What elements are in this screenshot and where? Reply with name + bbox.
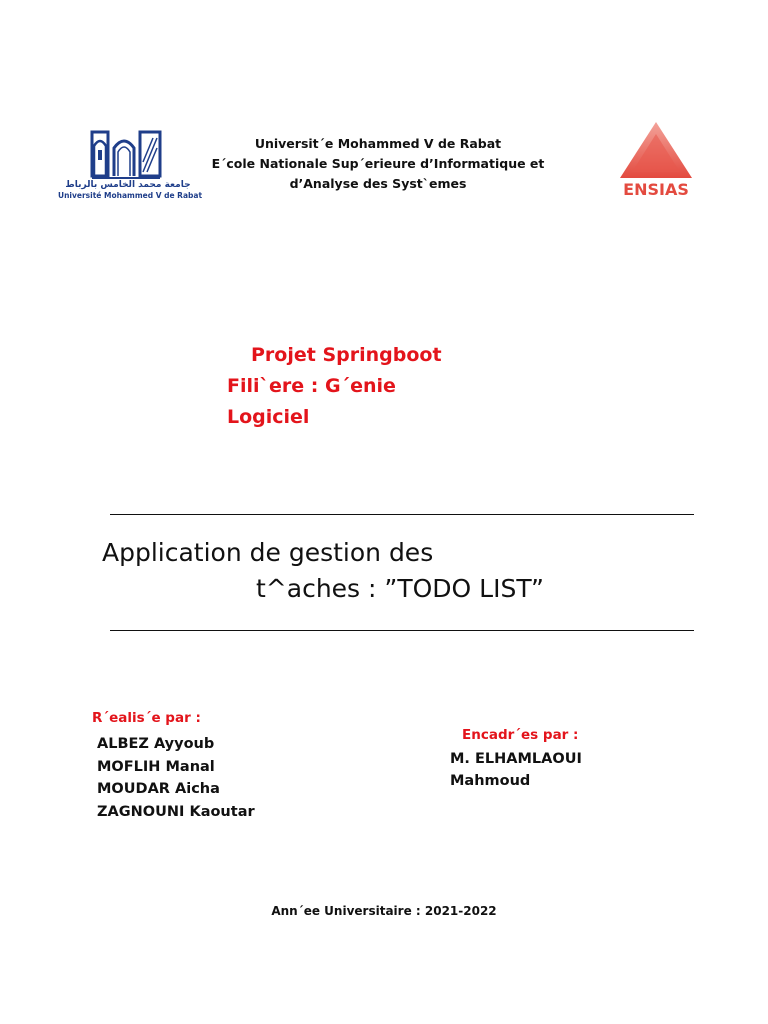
ensias-logo bbox=[606, 120, 706, 200]
author-name: ZAGNOUNI Kaoutar bbox=[97, 803, 255, 820]
university-arabic-name: جامعة محمد الخامس بالرباط bbox=[65, 180, 191, 190]
university-arch-icon bbox=[58, 126, 198, 182]
project-field-cont: Logiciel bbox=[227, 406, 310, 428]
institution-header bbox=[190, 134, 566, 194]
header-line-university: Universit´e Mohammed V de Rabat bbox=[254, 136, 502, 151]
document-title-line1: Application de gestion des bbox=[102, 538, 434, 567]
supervisor-label: Encadr´es par : bbox=[462, 727, 579, 743]
author-name: MOFLIH Manal bbox=[97, 758, 215, 775]
supervisor-name bbox=[450, 748, 582, 792]
authors-label: R´ealis´e par : bbox=[92, 710, 201, 726]
project-type: Projet Springboot bbox=[251, 344, 442, 366]
author-name: ALBEZ Ayyoub bbox=[97, 736, 215, 752]
academic-year bbox=[0, 904, 768, 918]
university-logo-caption: Université Mohammed V de Rabat bbox=[58, 191, 203, 200]
authors-list bbox=[97, 733, 255, 823]
header-line-school-cont: d’Analyse des Syst`emes bbox=[289, 176, 467, 191]
title-top-rule bbox=[110, 514, 694, 515]
author-name: MOUDAR Aicha bbox=[97, 781, 220, 797]
header-line-school: E´cole Nationale Sup´erieure d’Informatique et bbox=[211, 156, 545, 171]
ensias-logo-text: ENSIAS bbox=[623, 180, 689, 199]
ensias-triangle-icon bbox=[606, 120, 706, 200]
document-title-line2: t^aches : ”TODO LIST” bbox=[256, 574, 545, 603]
title-bottom-rule bbox=[110, 630, 694, 631]
supervisor-name-line2: Mahmoud bbox=[450, 773, 531, 789]
project-field: Fili`ere : G´enie bbox=[227, 375, 396, 397]
supervisor-name-line1: M. ELHAMLAOUI bbox=[450, 751, 582, 767]
academic-year-text: Ann´ee Universitaire : 2021-2022 bbox=[271, 904, 497, 918]
